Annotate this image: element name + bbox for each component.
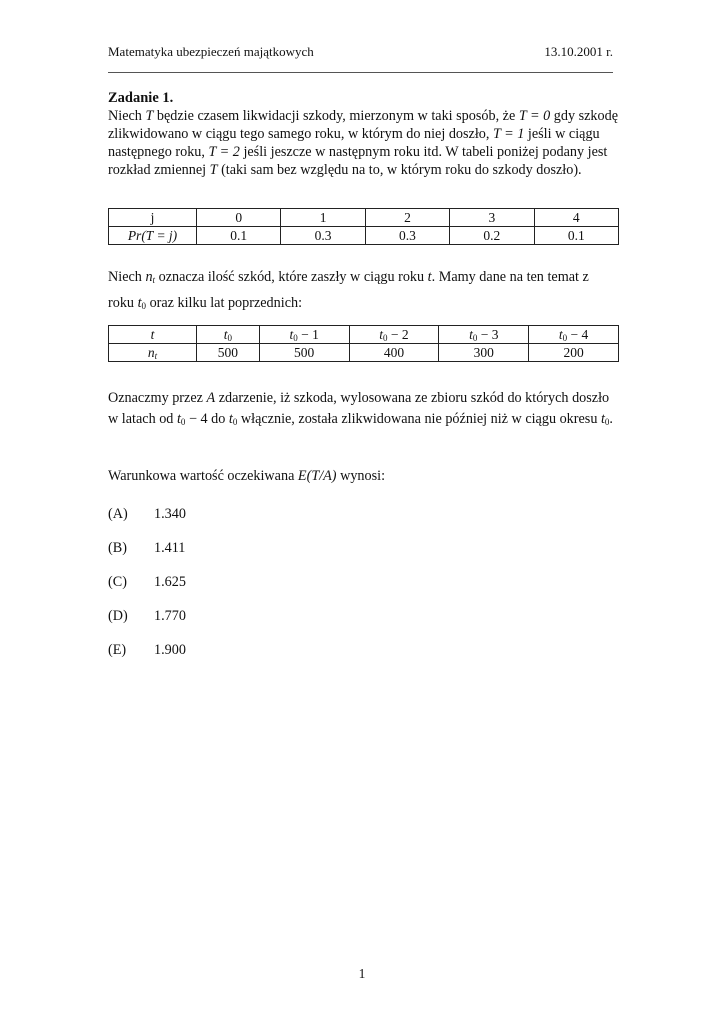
p2-text: oznacza ilość szkód, które zaszły w ciągu roku — [155, 269, 428, 285]
p3-subscript: 0 — [232, 417, 238, 427]
table-cell: $t_0 - 4$ — [529, 326, 619, 344]
task-title: Zadanie 1. — [108, 90, 174, 106]
table-row — [109, 326, 619, 344]
question-text: Warunkowa wartość oczekiwana — [108, 468, 298, 484]
table-cell: 1 — [281, 209, 365, 227]
p3-subscript: 0 — [604, 417, 610, 427]
p3-math: − 4 — [185, 411, 208, 427]
p2-text: Niech — [108, 269, 146, 285]
table-cell: 0.1 — [197, 227, 281, 245]
table-cell: 4 — [534, 209, 618, 227]
table-cell: 200 — [529, 344, 619, 362]
p2-math: n — [145, 269, 153, 285]
task-question — [108, 467, 618, 485]
header-title: Matematyka ubezpieczeń majątkowych — [108, 44, 314, 59]
table-row — [109, 344, 619, 362]
p3-text: zdarzenie, iż szkoda, wylosowana ze zbioru szkód do których doszło w latach od — [108, 390, 610, 427]
answer-letter: (E) — [108, 642, 127, 658]
table-cell: $t_0 - 1$ — [259, 326, 349, 344]
p3-subscript: 0 — [180, 417, 186, 427]
answer-value: 1.770 — [154, 608, 186, 624]
task-paragraph-1 — [108, 107, 618, 179]
table-cell: 300 — [439, 344, 529, 362]
p2-text: . Mamy dane na ten temat z roku — [108, 269, 589, 311]
table-row — [109, 209, 619, 227]
p1-text: gdy szkodę zlikwidowano w ciągu tego samego roku, w którym do niej doszło, — [108, 108, 618, 142]
task-paragraph-3 — [108, 388, 618, 433]
table-row-label: $n_t$ — [109, 344, 197, 362]
answer-letter: (D) — [108, 608, 128, 624]
p3-text: Oznaczmy przez — [108, 390, 207, 406]
p1-text: jeśli jeszcze w następnym roku itd. W tabeli poniżej podany jest rozkład zmiennej — [108, 144, 608, 178]
p1-text: będzie czasem likwidacji szkody, mierzonym w taki sposób, że — [153, 108, 519, 124]
header-date: 13.10.2001 r. — [544, 44, 613, 59]
table-cell: 3 — [450, 209, 534, 227]
table-cell: 500 — [259, 344, 349, 362]
table-cell: 0.2 — [450, 227, 534, 245]
p3-math: A — [206, 390, 216, 406]
header-divider — [108, 72, 613, 73]
p2-math: t — [427, 269, 432, 285]
p1-text: (taki sam bez względu na to, w którym roku do szkody doszło). — [217, 162, 582, 178]
table-cell: $t_0 - 2$ — [349, 326, 439, 344]
p2-subscript: t — [152, 275, 156, 285]
p3-text: do — [207, 411, 229, 427]
page-number: 1 — [358, 966, 366, 981]
table-cell: $t_0 - 3$ — [439, 326, 529, 344]
p1-math: T = 1 — [492, 126, 525, 142]
table-cell: 500 — [197, 344, 260, 362]
p2-text: oraz kilku lat poprzednich: — [146, 295, 303, 311]
table-cell: 0 — [197, 209, 281, 227]
p1-math: T = 2 — [208, 144, 240, 160]
question-text: wynosi: — [336, 468, 386, 484]
claims-table — [108, 325, 619, 362]
p1-text: Niech — [108, 108, 146, 124]
answer-value: 1.411 — [154, 540, 186, 556]
table-header-cell: j — [109, 209, 197, 227]
task-paragraph-2 — [108, 266, 618, 318]
answer-value: 1.625 — [154, 574, 186, 590]
answer-letter: (A) — [108, 506, 128, 522]
table-cell: 0.3 — [365, 227, 449, 245]
answer-value: 1.900 — [154, 642, 186, 658]
table-cell: 400 — [349, 344, 439, 362]
p1-math: T — [145, 108, 154, 124]
answer-value: 1.340 — [154, 506, 186, 522]
p2-subscript: 0 — [141, 301, 147, 311]
table-cell: 0.1 — [534, 227, 618, 245]
table-cell: $t_0$ — [197, 326, 260, 344]
table-header-cell: t — [109, 326, 197, 344]
answer-letter: (B) — [108, 540, 127, 556]
p1-math: T = 0 — [518, 108, 551, 124]
p1-text: jeśli w ciągu następnego roku, — [108, 126, 600, 160]
distribution-table — [108, 208, 619, 245]
table-row — [109, 227, 619, 245]
question-math: E(T/A) — [297, 468, 337, 484]
p3-math: t — [228, 411, 233, 427]
p3-math: t — [600, 411, 605, 427]
table-cell: 0.3 — [281, 227, 365, 245]
p2-math: t — [137, 295, 142, 311]
table-cell: 2 — [365, 209, 449, 227]
p1-math: T — [209, 162, 218, 178]
page-header — [108, 44, 613, 60]
answer-letter: (C) — [108, 574, 127, 590]
table-row-label: Pr(T = j) — [109, 227, 197, 245]
p3-math: t — [176, 411, 181, 427]
p3-text: . — [609, 411, 613, 427]
p3-text: włącznie, została zlikwidowana nie później niż w ciągu okresu — [237, 411, 601, 427]
